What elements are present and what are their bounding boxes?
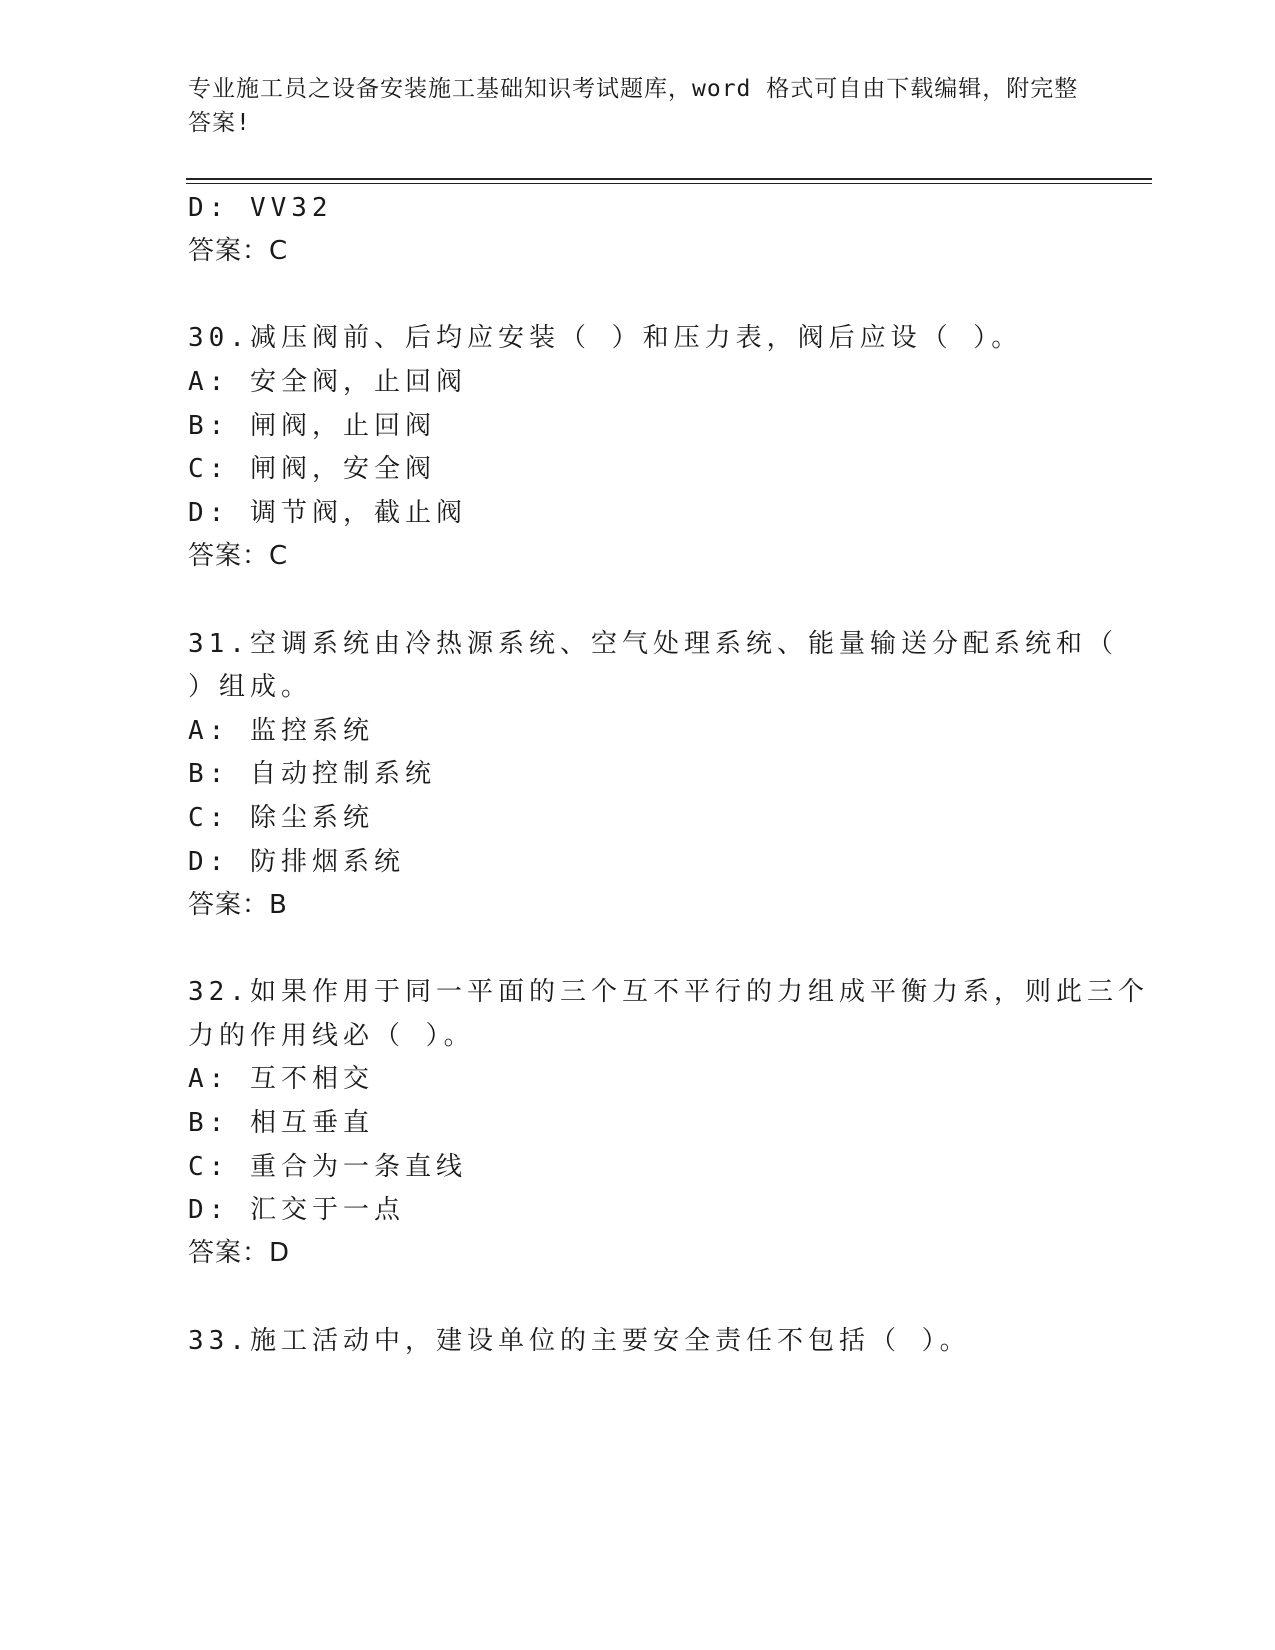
document-header: 专业施工员之设备安装施工基础知识考试题库，word 格式可自由下载编辑，附完整答案! bbox=[188, 76, 1079, 136]
option-d: D: 调节阀，截止阀 bbox=[188, 498, 467, 528]
option-b: B: 闸阀，止回阀 bbox=[188, 411, 436, 441]
question-stem: 30.减压阀前、后均应安装（ ）和压力表，阀后应设（ ）。 bbox=[188, 323, 1023, 353]
answer: 答案：B bbox=[188, 890, 288, 920]
option-d: D: 汇交于一点 bbox=[188, 1195, 405, 1225]
option-b: B: 相互垂直 bbox=[188, 1108, 374, 1138]
option-b: B: 自动控制系统 bbox=[188, 759, 436, 789]
option-a: A: 监控系统 bbox=[188, 716, 374, 746]
option-a: A: 安全阀，止回阀 bbox=[188, 367, 467, 397]
question-stem: 31.空调系统由冷热源系统、空气处理系统、能量输送分配系统和（ bbox=[188, 629, 1118, 659]
header-rule-thin bbox=[186, 183, 1152, 184]
option-c: C: 闸阀，安全阀 bbox=[188, 454, 436, 484]
option-d: D: 防排烟系统 bbox=[188, 847, 405, 877]
option-c: C: 重合为一条直线 bbox=[188, 1152, 467, 1182]
question-stem: 32.如果作用于同一平面的三个互不平行的力组成平衡力系，则此三个 bbox=[188, 977, 1149, 1007]
question-stem-continued: ）组成。 bbox=[188, 672, 313, 702]
answer: 答案：D bbox=[188, 1238, 291, 1268]
option-c: C: 除尘系统 bbox=[188, 803, 374, 833]
option-a: A: 互不相交 bbox=[188, 1064, 374, 1094]
question-stem-continued: 力的作用线必（ ）。 bbox=[188, 1021, 475, 1051]
question-stem: 33.施工活动中，建设单位的主要安全责任不包括（ ）。 bbox=[188, 1326, 971, 1356]
answer: 答案：C bbox=[188, 541, 289, 571]
header-rule bbox=[186, 178, 1152, 180]
option-d: D: VV32 bbox=[188, 193, 333, 223]
answer: 答案：C bbox=[188, 236, 289, 266]
